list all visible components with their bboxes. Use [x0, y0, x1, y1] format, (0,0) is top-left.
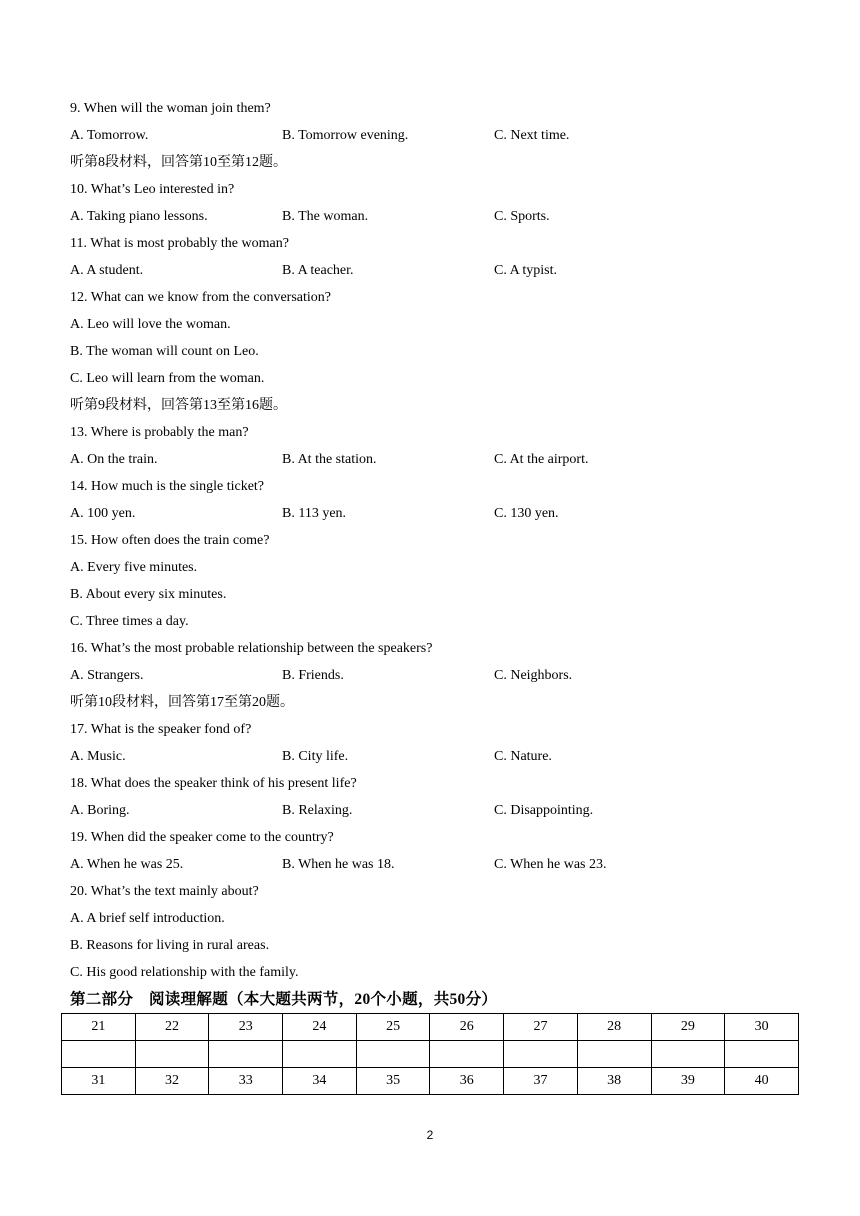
question-text: 10. What’s Leo interested in? [70, 182, 235, 197]
question-text: 15. How often does the train come? [70, 533, 270, 548]
question-number-cell: 36 [430, 1068, 504, 1095]
option-row [70, 446, 800, 473]
answer-option: B. The woman. [282, 209, 369, 224]
answer-cell[interactable] [430, 1041, 504, 1068]
listening-instruction: 听第8段材料，回答第10至第12题。 [70, 155, 287, 170]
answer-cell[interactable] [504, 1041, 578, 1068]
answer-sheet-table [61, 1013, 799, 1095]
answer-option: A. Taking piano lessons. [70, 209, 208, 224]
question-number-cell: 38 [577, 1068, 651, 1095]
answer-cell[interactable] [651, 1041, 725, 1068]
answer-option: B. A teacher. [282, 263, 354, 278]
section-heading: 第二部分 阅读理解题（本大题共两节，20个小题，共50分） [70, 991, 498, 1008]
answer-option: C. Neighbors. [494, 668, 573, 683]
question-number-cell: 37 [504, 1068, 578, 1095]
answer-option: C. 130 yen. [494, 506, 559, 521]
question-text: 11. What is most probably the woman? [70, 236, 289, 251]
option-row [70, 500, 800, 527]
question-number-cell: 30 [725, 1014, 799, 1041]
answer-option: A. Every five minutes. [70, 560, 198, 575]
answer-cell[interactable] [209, 1041, 283, 1068]
question-text: 19. When did the speaker come to the country? [70, 830, 334, 845]
answer-option: B. Reasons for living in rural areas. [70, 938, 270, 953]
answer-option: C. At the airport. [494, 452, 589, 467]
question-number-cell: 21 [62, 1014, 136, 1041]
answer-option: B. 113 yen. [282, 506, 347, 521]
answer-cell[interactable] [135, 1041, 209, 1068]
answer-option: B. Friends. [282, 668, 344, 683]
question-number-cell: 40 [725, 1068, 799, 1095]
answer-option: C. A typist. [494, 263, 558, 278]
question-number-cell: 33 [209, 1068, 283, 1095]
answer-option: C. Leo will learn from the woman. [70, 371, 265, 386]
question-number-cell: 39 [651, 1068, 725, 1095]
question-text: 17. What is the speaker fond of? [70, 722, 252, 737]
question-text: 20. What’s the text mainly about? [70, 884, 259, 899]
question-number-cell: 32 [135, 1068, 209, 1095]
question-text: 9. When will the woman join them? [70, 101, 271, 116]
answer-option: A. A student. [70, 263, 144, 278]
answer-cell[interactable] [62, 1041, 136, 1068]
answer-option: A. 100 yen. [70, 506, 136, 521]
answer-option: A. Boring. [70, 803, 130, 818]
answer-option: C. Next time. [494, 128, 570, 143]
answer-cell[interactable] [283, 1041, 357, 1068]
answer-option: A. On the train. [70, 452, 158, 467]
listening-instruction: 听第10段材料，回答第17至第20题。 [70, 695, 294, 710]
answer-option: B. When he was 18. [282, 857, 395, 872]
answer-option: B. Relaxing. [282, 803, 353, 818]
answer-table-row [62, 1041, 799, 1068]
answer-option: C. His good relationship with the family. [70, 965, 299, 980]
question-number-cell: 27 [504, 1014, 578, 1041]
answer-option: B. About every six minutes. [70, 587, 227, 602]
answer-option: B. Tomorrow evening. [282, 128, 409, 143]
answer-option: C. Nature. [494, 749, 552, 764]
question-number-cell: 29 [651, 1014, 725, 1041]
question-text: 13. Where is probably the man? [70, 425, 249, 440]
answer-option: B. City life. [282, 749, 349, 764]
question-number-cell: 34 [283, 1068, 357, 1095]
answer-option: B. The woman will count on Leo. [70, 344, 259, 359]
answer-option: C. Sports. [494, 209, 550, 224]
question-number-cell: 23 [209, 1014, 283, 1041]
option-row [70, 797, 800, 824]
question-number-cell: 25 [356, 1014, 430, 1041]
question-number-cell: 26 [430, 1014, 504, 1041]
option-row [70, 662, 800, 689]
answer-option: A. When he was 25. [70, 857, 184, 872]
question-number-cell: 31 [62, 1068, 136, 1095]
option-row [70, 851, 800, 878]
question-text: 14. How much is the single ticket? [70, 479, 265, 494]
answer-cell[interactable] [725, 1041, 799, 1068]
question-number-cell: 22 [135, 1014, 209, 1041]
page-number: 2 [426, 1128, 434, 1142]
answer-option: A. A brief self introduction. [70, 911, 225, 926]
answer-cell[interactable] [356, 1041, 430, 1068]
question-text: 12. What can we know from the conversation? [70, 290, 331, 305]
question-text: 16. What’s the most probable relationship between the speakers? [70, 641, 433, 656]
option-row [70, 743, 800, 770]
listening-instruction: 听第9段材料，回答第13至第16题。 [70, 398, 287, 413]
answer-option: A. Strangers. [70, 668, 144, 683]
answer-option: B. At the station. [282, 452, 377, 467]
option-row [70, 122, 800, 149]
answer-option: A. Leo will love the woman. [70, 317, 231, 332]
answer-option: C. Three times a day. [70, 614, 189, 629]
option-row [70, 257, 800, 284]
answer-option: A. Music. [70, 749, 126, 764]
answer-table-row [62, 1068, 799, 1095]
answer-table-row [62, 1014, 799, 1041]
exam-content [70, 95, 800, 1013]
question-number-cell: 24 [283, 1014, 357, 1041]
option-row [70, 203, 800, 230]
answer-option: C. Disappointing. [494, 803, 594, 818]
question-text: 18. What does the speaker think of his present life? [70, 776, 357, 791]
answer-option: C. When he was 23. [494, 857, 607, 872]
answer-cell[interactable] [577, 1041, 651, 1068]
question-number-cell: 35 [356, 1068, 430, 1095]
answer-option: A. Tomorrow. [70, 128, 149, 143]
question-number-cell: 28 [577, 1014, 651, 1041]
